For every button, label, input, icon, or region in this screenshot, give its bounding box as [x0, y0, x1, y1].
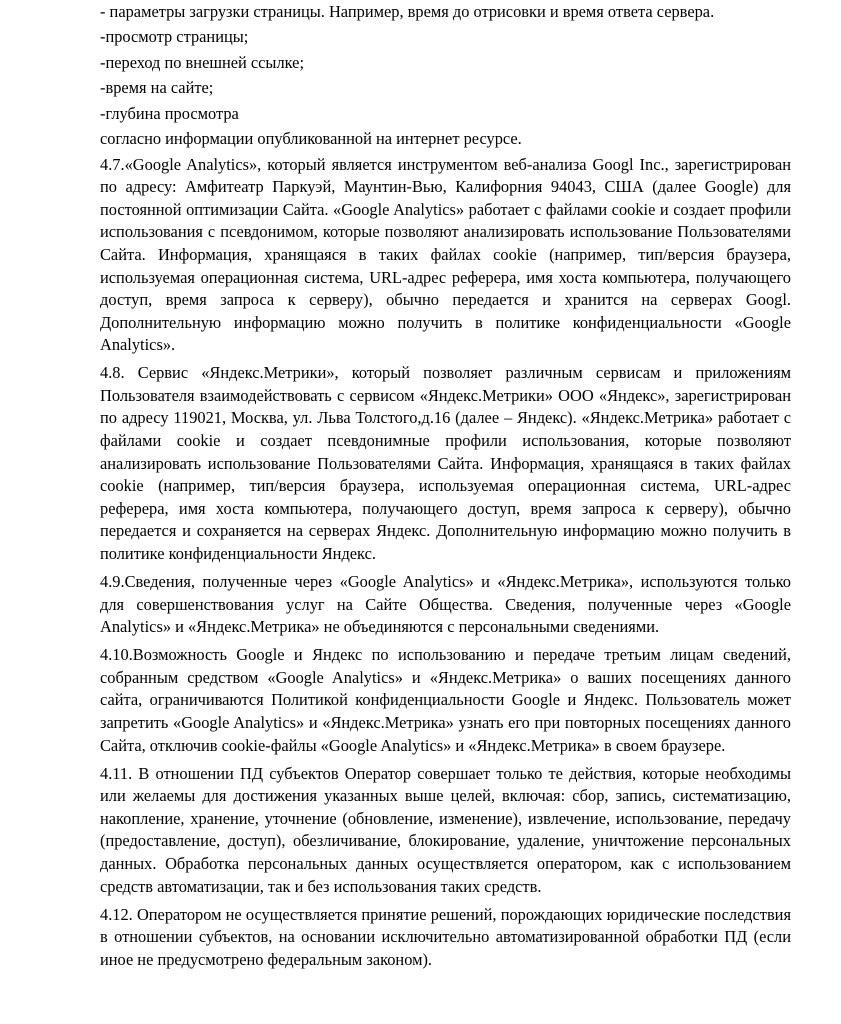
- paragraph-4-7: 4.7.«Google Analytics», который является инструментом веб-анализа Googl Inc., зарегистрирован по адресу: Амфитеатр Паркуэй, Маунтин-Вью, Калифорния 94043, США (далее Google) для постоянной оптимизации Сайта. «Google Analytics» работает с файлами cookie и создает профили использования с псевдонимом, которые позволяют анализировать использование Пользователями Сайта. Информация, хранящаяся в таких файлах cookie (например, тип/версия браузера, используемая операционная система, URL-адрес реферера, имя хоста компьютера, получающего доступ, время запроса к серверу), обычно передается и хранится на серверах Googl. Дополнительную информацию можно получить в политике конфиденциальности «Google Analytics».: [100, 154, 791, 355]
- paragraph-4-9: 4.9.Сведения, полученные через «Google Analytics» и «Яндекс.Метрика», используются только для совершенствования услуг на Сайте Общества. Сведения, полученные через «Google Analytics» и «Яндекс.Метрика» не объединяются с персональными сведениями.: [100, 572, 791, 637]
- paragraph-4-8: 4.8. Сервис «Яндекс.Метрики», который позволяет различным сервисам и приложениям Пользователя взаимодействовать с сервисом «Яндекс.Метрики» ООО «Яндекс», зарегистрирован по адресу 119021, Москва, ул. Льва Толстого,д.16 (далее – Яндекс). «Яндекс.Метрика» работает с файлами cookie и создает псевдонимные профили использования, которые позволяют анализировать использование Пользователями Сайта. Информация, хранящаяся в таких файлах cookie (например, тип/версия браузера, используемая операционная система, URL-адрес реферера, имя хоста компьютера, получающего доступ, время запроса к серверу), обычно передается и сохраняется на серверах Яндекс. Дополнительную информацию можно получить в политике конфиденциальности Яндекс.: [100, 363, 791, 564]
- paragraph-4-12: 4.12. Оператором не осуществляется принятие решений, порождающих юридические последствия в отношении субъектов, на основании исключительно автоматизированной обработки ПД (если иное не предусмотрено федеральным законом).: [100, 904, 791, 969]
- list-item-view-depth: -глубина просмотра: [100, 103, 239, 123]
- list-item-page-view: -просмотр страницы;: [100, 27, 249, 47]
- list-item-page-load-params: - параметры загрузки страницы. Например, время до отрисовки и время ответа сервера.: [100, 2, 715, 21]
- source-note: согласно информации опубликованной на интернет ресурсе.: [100, 128, 522, 148]
- paragraph-4-11: 4.11. В отношении ПД субъектов Оператор совершает только те действия, которые необходимы или желаемы для достижения указанных выше целей, включая: сбор, запись, систематизацию, накопление, хранение, уточнение (обновление, изменение), извлечение, использование, передачу (предоставление, доступ), обезличивание, блокирование, удаление, уничтожение персональных данных. Обработка персональных данных осуществляется оператором, как с использованием средств автоматизации, так и без использования таких средств.: [100, 763, 791, 896]
- paragraph-4-10: 4.10.Возможность Google и Яндекс по использованию и передаче третьим лицам сведений, собранным средством «Google Analytics» и «Яндекс.Метрика» о ваших посещениях данного сайта, ограничиваются Политикой конфиденциальности Google и Яндекс. Пользователь может запретить «Google Analytics» и «Яндекс.Метрика» узнать его при повторных посещениях данного Сайта, отключив cookie-файлы «Google Analytics» и «Яндекс.Метрика» в своем браузере.: [100, 645, 791, 755]
- document-page: [100, 0, 791, 971]
- list-item-external-link: -переход по внешней ссылке;: [100, 52, 305, 72]
- list-item-time-on-site: -время на сайте;: [100, 78, 214, 98]
